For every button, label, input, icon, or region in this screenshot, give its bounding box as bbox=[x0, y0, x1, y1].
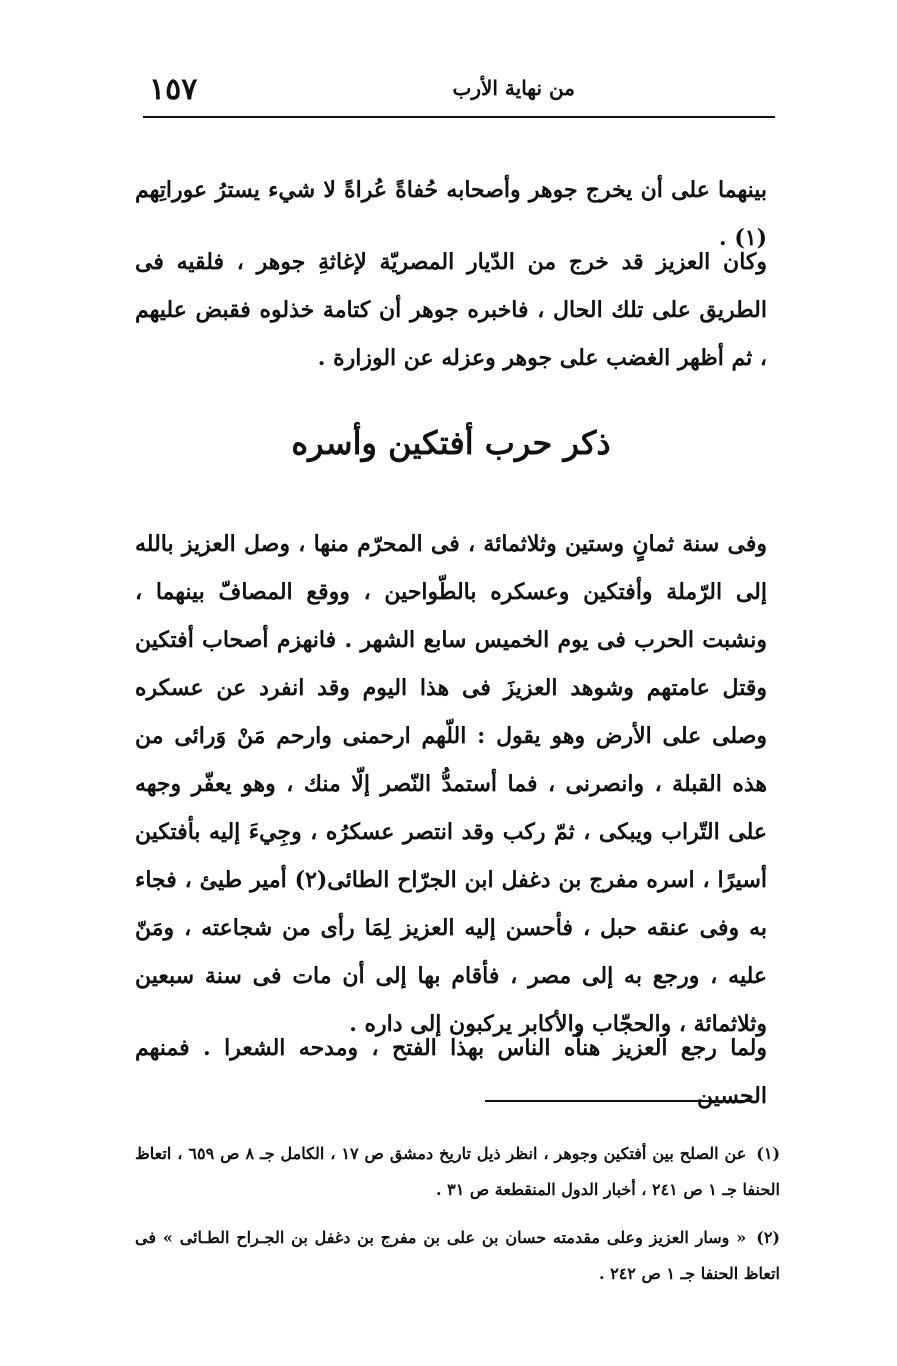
footnote-text: « وسار العزيز وعلى مقدمته حسان بن على بن مفرج بن دغفل بن الجـراح الطـائى » فى اتعاظ الحنفا جـ ١ ص ٢٤٢ . bbox=[135, 1228, 780, 1283]
paragraph-battle: وفى سنة ثمانٍ وستين وثلاثمائة ، فى المحرّم منها ، وصل العزيز بالله إلى الرّملة وأفتكين وعسكره بالطّواحين ، ووقع المصافّ بينهما ، ونشبت الحرب فى يوم الخميس سابع الشهر . فانهزم أصحاب أفتكين وقتل عامتهم وشوهد العزيزَ فى هذا اليوم وقد انفرد عن عسكره وصلى على الأرض وهو يقول : اللّهم ارحمنى وارحم مَنْ وَرائى من هذه القبلة ، وانصرنى ، فما أستمدُّ النّصر إلّا منك ، وهو يعفّر وجهه على التّراب ويبكى ، ثمّ ركب وقد انتصر عسكرُه ، وجِيءَ إليه بأفتكين أسيرًا ، اسره مفرج بن دغفل ابن الجرّاح الطائى(٢) أمير طيئ ، فجاء به وفى عنقه حبل ، فأحسن إليه العزيز لِمَا رأى من شجاعته ، ومَنّ عليه ، ورجع به إلى مصر ، فأقام بها إلى أن مات فى سنة سبعين وثلاثمائة ، والحجّاب والأكابر يركبون إلى داره . bbox=[135, 531, 767, 1037]
page-header bbox=[143, 72, 775, 116]
footnote-rule bbox=[485, 1100, 751, 1102]
page-number: ١٥٧ bbox=[149, 72, 198, 107]
footnote-number: (٢) bbox=[756, 1228, 780, 1247]
paragraph-aziz-departure: وكان العزيز قد خرج من الدّيار المصريّة لإغاثةِ جوهر ، فلقيه فى الطريق على تلك الحال ، فاخبره جوهر أن كتامة خذلوه فقبض عليهم ، ثم أظهر الغضب على جوهر وعزله عن الوزارة . bbox=[135, 249, 767, 371]
footnote-number: (١) bbox=[756, 1144, 781, 1163]
paragraph-return: ولما رجع العزيز هنأه الناس بهذا الفتح ، ومدحه الشعرا . فمنهم الحسين bbox=[135, 1035, 767, 1109]
header-rule bbox=[143, 116, 775, 118]
footnote-text: عن الصلح بين أفتكين وجوهر ، انظر ذيل تاريخ دمشق ص ١٧ ، الكامل جـ ٨ ص ٦٥٩ ، اتعاظ الحنفا جـ ١ ص ٢٤١ ، أخبار الدول المنقطعة ص ٣١ . bbox=[135, 1144, 780, 1199]
section-heading: ذكر حرب أفتكين وأسره bbox=[291, 424, 611, 462]
running-title: من نهاية الأرب bbox=[452, 76, 575, 100]
footnote-2 bbox=[135, 1220, 780, 1292]
footnote-1 bbox=[135, 1136, 780, 1208]
paragraph-continuation: بينهما على أن يخرج جوهر وأصحابه حُفاةً عُراةً لا شيء يسترُ عوراتِهم (١) . bbox=[135, 177, 767, 251]
